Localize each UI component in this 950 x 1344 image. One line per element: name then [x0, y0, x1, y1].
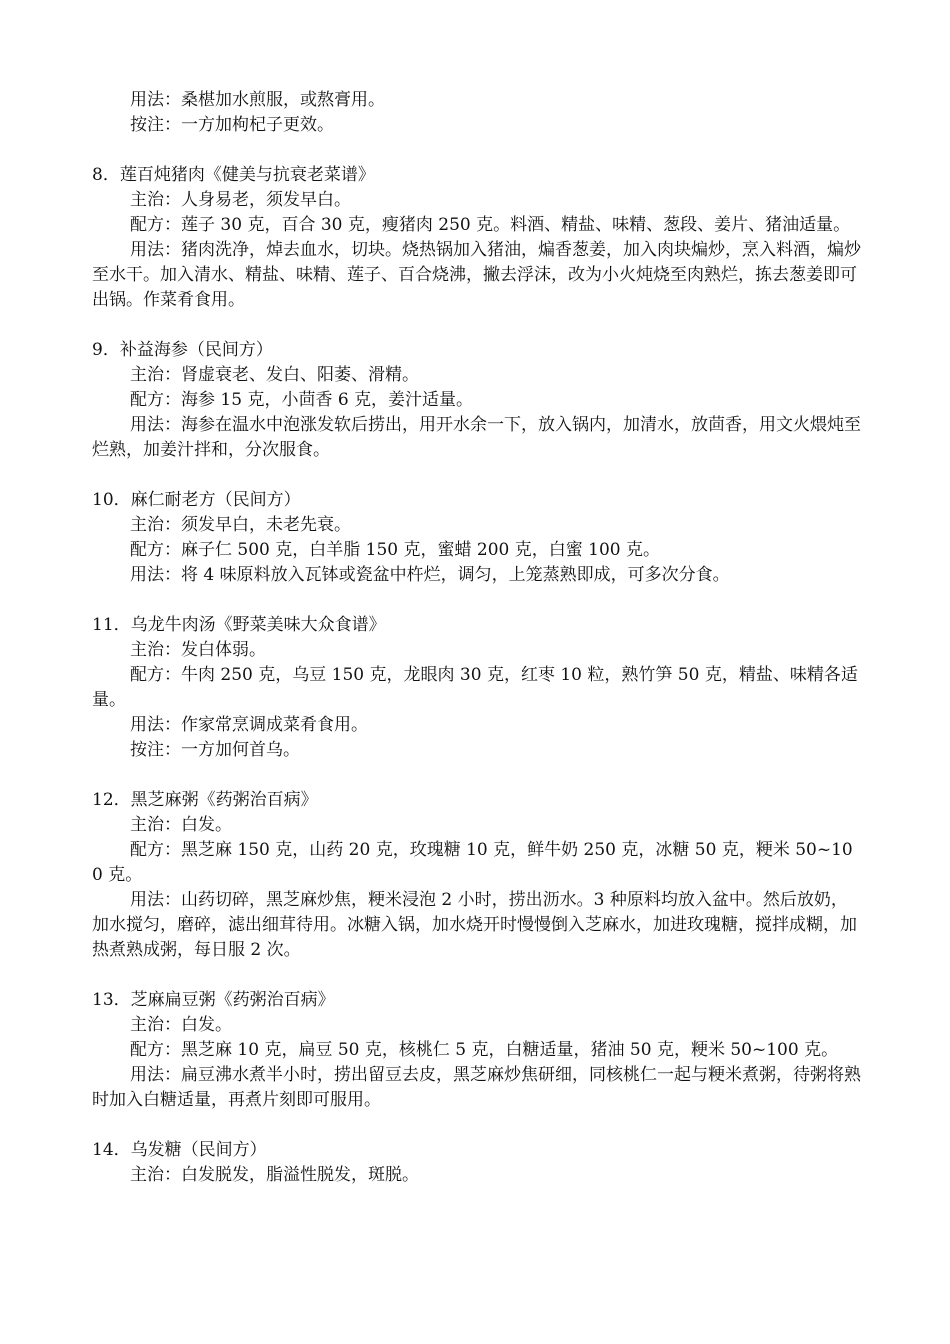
recipe-title: 14．乌发糖（民间方） [92, 1140, 267, 1160]
recipe-usage: 用法：猪肉洗净，焯去血水，切块。烧热锅加入猪油，煸香葱姜，加入肉块煸炒，烹入料酒，煸炒至水干。加入清水、精盐、味精、莲子、百合烧沸，撇去浮沫，改为小火炖烧至肉熟烂，拣去葱姜即可出锅。作菜肴食用。 [92, 240, 861, 310]
recipe-formula: 配方：麻子仁 500 克，白羊脂 150 克，蜜蜡 200 克，白蜜 100 克。 [130, 540, 661, 560]
recipe-indication: 主治：白发。 [130, 1015, 232, 1035]
recipe-usage: 用法：作家常烹调成菜肴食用。 [130, 715, 368, 735]
recipe-12 [92, 788, 862, 963]
recipe-usage: 用法：扁豆沸水煮半小时，捞出留豆去皮，黑芝麻炒焦研细，同核桃仁一起与粳米煮粥，待粥将熟时加入白糖适量，再煮片刻即可服用。 [92, 1065, 861, 1110]
recipe-indication: 主治：白发。 [130, 815, 232, 835]
recipe-13 [92, 988, 862, 1113]
recipe-10 [92, 488, 862, 588]
recipe-indication: 主治：白发脱发，脂溢性脱发，斑脱。 [130, 1165, 419, 1185]
recipe-usage: 用法：山药切碎，黑芝麻炒焦，粳米浸泡 2 小时，捞出沥水。3 种原料均放入盆中。然后放奶，加水搅匀，磨碎，滤出细茸待用。冰糖入锅，加水烧开时慢慢倒入芝麻水，加进玫瑰糖，搅拌成糊，加热煮熟成粥，每日服 2 次。 [92, 890, 857, 960]
recipe-indication: 主治：发白体弱。 [130, 640, 266, 660]
recipe-title: 13．芝麻扁豆粥《药粥治百病》 [92, 990, 335, 1010]
recipe-title: 8．莲百炖猪肉《健美与抗衰老菜谱》 [92, 165, 375, 185]
recipe-formula: 配方：黑芝麻 10 克，扁豆 50 克，核桃仁 5 克，白糖适量，猪油 50 克，粳米 50~100 克。 [130, 1040, 839, 1060]
recipe-usage: 用法：海参在温水中泡涨发软后捞出，用开水余一下，放入锅内，加清水，放茴香，用文火煨炖至烂熟，加姜汁拌和，分次服食。 [92, 415, 861, 460]
recipe-14 [92, 1138, 862, 1188]
recipe-title: 10．麻仁耐老方（民间方） [92, 490, 301, 510]
intro-usage: 用法：桑椹加水煎服，或熬膏用。 [130, 90, 385, 110]
recipe-title: 11．乌龙牛肉汤《野菜美味大众食谱》 [92, 615, 386, 635]
document-page [92, 88, 862, 1188]
recipe-11 [92, 613, 862, 763]
intro-section [92, 88, 862, 138]
recipe-formula: 配方：海参 15 克，小茴香 6 克，姜汁适量。 [130, 390, 474, 410]
recipe-formula: 配方：牛肉 250 克，乌豆 150 克，龙眼肉 30 克，红枣 10 粒，熟竹笋 50 克，精盐、味精各适量。 [92, 665, 858, 710]
recipe-note: 按注：一方加何首乌。 [130, 740, 300, 760]
recipe-indication: 主治：须发早白，未老先衰。 [130, 515, 351, 535]
recipe-indication: 主治：人身易老，须发早白。 [130, 190, 351, 210]
recipe-indication: 主治：肾虚衰老、发白、阳萎、滑精。 [130, 365, 419, 385]
recipe-usage: 用法：将 4 味原料放入瓦钵或瓷盆中杵烂，调匀，上笼蒸熟即成，可多次分食。 [130, 565, 730, 585]
intro-note: 按注：一方加枸杞子更效。 [130, 115, 334, 135]
recipe-title: 12．黑芝麻粥《药粥治百病》 [92, 790, 318, 810]
recipe-9 [92, 338, 862, 463]
recipe-formula: 配方：莲子 30 克，百合 30 克，瘦猪肉 250 克。料酒、精盐、味精、葱段、姜片、猪油适量。 [130, 215, 851, 235]
recipe-formula: 配方：黑芝麻 150 克，山药 20 克，玫瑰糖 10 克，鲜牛奶 250 克，冰糖 50 克，粳米 50~100 克。 [92, 840, 853, 885]
recipe-title: 9．补益海参（民间方） [92, 340, 273, 360]
recipe-8 [92, 163, 862, 313]
